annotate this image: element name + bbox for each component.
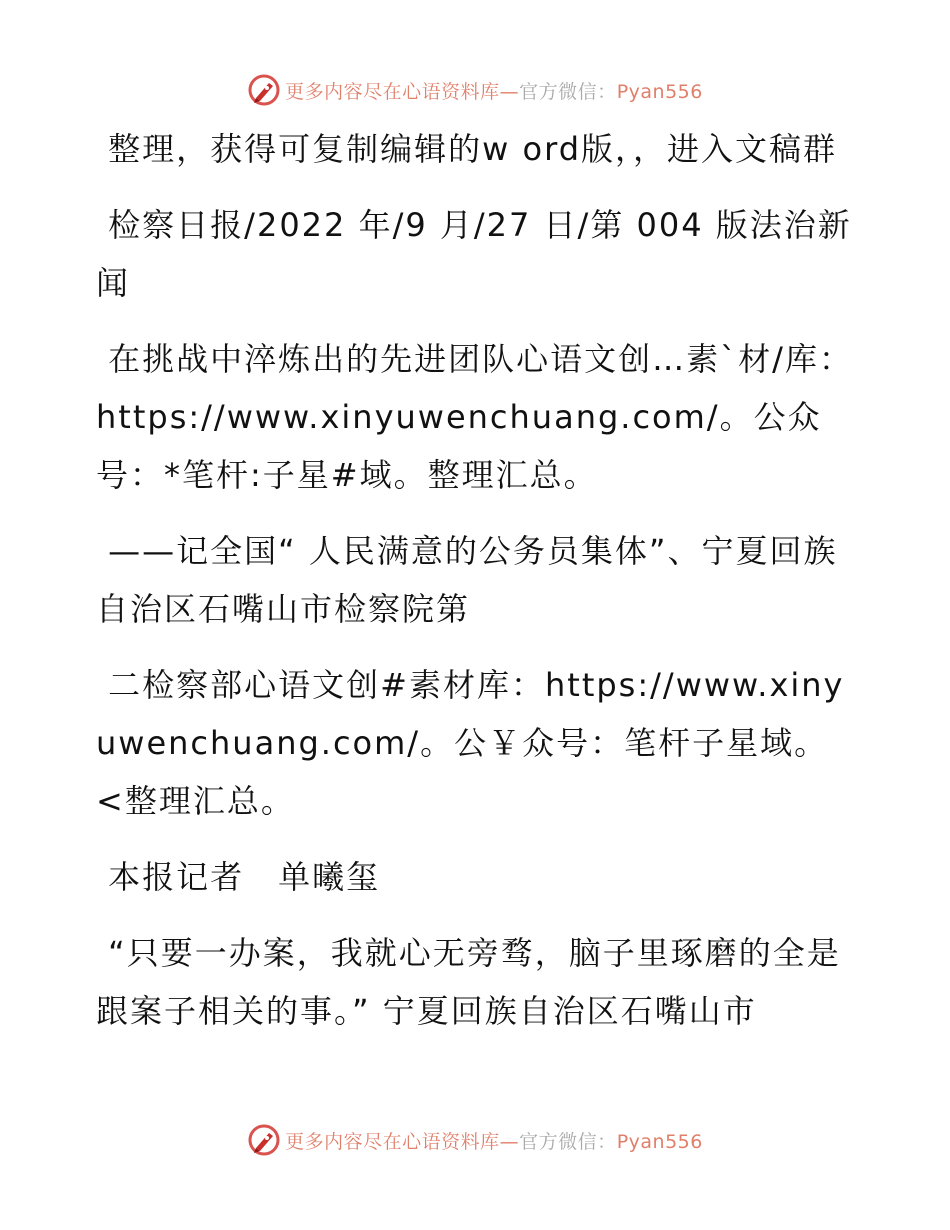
wechat-id: Pyan556	[616, 80, 703, 103]
paragraph-subtitle: ——记全国“ 人民满意的公务员集体”、宁夏回族自治区石嘴山市检察院第	[96, 532, 838, 628]
pen-logo-icon	[247, 73, 281, 107]
article-body	[96, 120, 856, 1040]
paragraph-source: 检察日报/2022 年/9 月/27 日/第 004 版法治新闻	[96, 206, 852, 302]
paragraph-department: 二检察部心语文创#素材库：https://www.xinyuwenchuang.com/。公￥众号：笔杆子星域。<整理汇总。	[96, 666, 845, 820]
banner-text	[285, 77, 703, 104]
pen-logo-icon	[247, 1123, 281, 1157]
wechat-label: 官方微信：	[519, 80, 617, 103]
banner-dash: —	[499, 1130, 520, 1153]
header-watermark-banner	[0, 70, 950, 110]
paragraph-title: 在挑战中淬炼出的先进团队心语文创…素`材/库：https://www.xinyuwenchuang.com/。公众号：*笔杆:子星#域。整理汇总。	[96, 340, 853, 494]
banner-text	[285, 1127, 703, 1154]
paragraph-intro: 整理，获得可复制编辑的w ord版，，进入文稿群	[96, 130, 838, 168]
wechat-id: Pyan556	[616, 1130, 703, 1153]
banner-main-text: 更多内容尽在心语资料库	[285, 80, 500, 103]
banner-main-text: 更多内容尽在心语资料库	[285, 1130, 500, 1153]
wechat-label: 官方微信：	[519, 1130, 617, 1153]
banner-dash: —	[499, 80, 520, 103]
paragraph-quote: “只要一办案，我就心无旁骛，脑子里琢磨的全是跟案子相关的事。” 宁夏回族自治区石嘴山市	[96, 934, 841, 1030]
footer-watermark-banner	[0, 1120, 950, 1160]
paragraph-byline: 本报记者 单曦玺	[96, 858, 381, 896]
